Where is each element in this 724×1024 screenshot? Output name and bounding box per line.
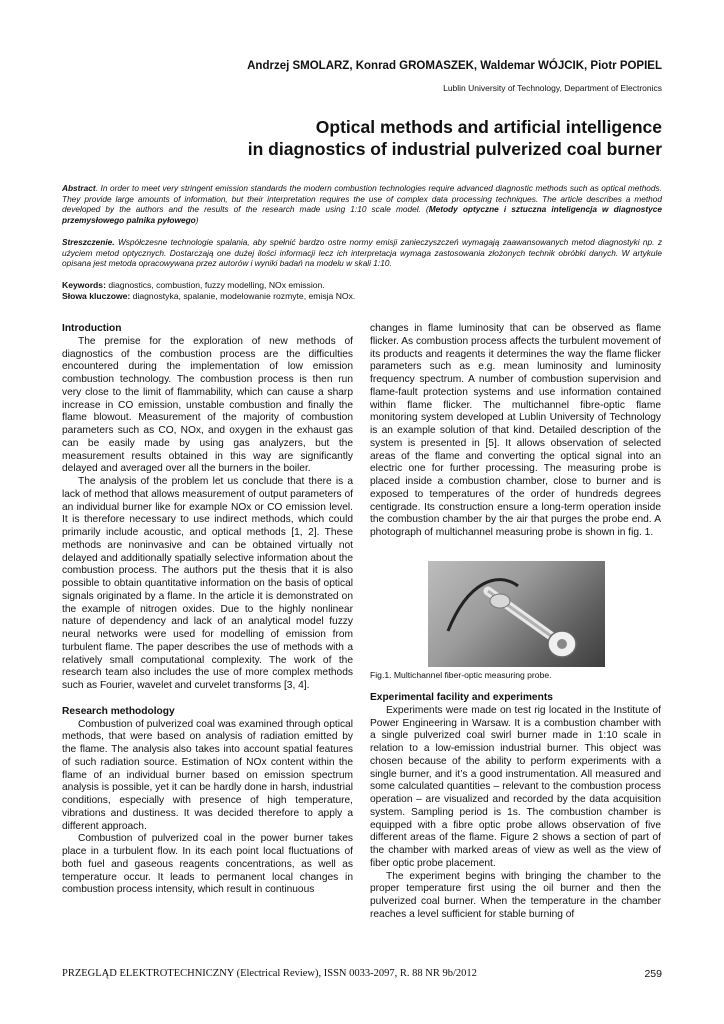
journal-info: PRZEGLĄD ELEKTROTECHNICZNY (Electrical Review), ISSN 0033-2097, R. 88 NR 9b/2012 [62,968,477,979]
keywords-polish-text: diagnostyka, spalanie, modelowanie rozmyte, emisja NOx. [130,291,356,301]
intro-paragraph-2: The analysis of the problem let us conclude that there is a lack of method that allows measurement of output parameters of an individual burner like for example NOx or CO emission level. It is therefore necessary to use indirect methods, which could primarily include acoustic, and optical methods [1, 2]. These methods are noninvasive and can be obtained virtually not delayed and additionally spatially selective information about the combustion process. The authors put the thesis that it is also possible to obtain quantitative information on the basis of optical signals originated by a flame. In the article it is demonstrated on the example of nitrogen oxides. Due to the highly nonlinear nature of dependency and lack of an analytical model fuzzy neural networks were used for modelling of emission from turbulent flame. The paper describes the use of methods with a relatively small computational complexity. The work of the research team also includes the use of more complex methods such as Fourier, wavelet and curvelet transforms [3, 4]. [62,476,353,691]
probe-illustration [428,561,605,667]
research-paragraph-2: Combustion of pulverized coal in the power burner takes place in a turbulent flow. In its each point local fluctuations of both fuel and gaseous reagents concentrations, as well as temperature occur. It leads to permanent local changes in combustion process intensity, which result in continuous [62,833,353,896]
right-paragraph-1: changes in flame luminosity that can be observed as flame flicker. As combustion process affects the turbulent movement of its products and reagents it determines the way the flame flicker parameters such as e.g. mean luminosity and luminosity frequency spectrum. A number of combustion supervision and flame-fault protection systems and use information contained within flame flicker. The multichannel fibre-optic flame monitoring system developed at Lublin University of Technology is an example solution of that kind. Detailed description of the system is presented in [5]. It allows observation of selected areas of the flame and converting the optical signal into an electric one for further processing. The measuring probe is placed inside a combustion chamber, close to burner and is exposed to temperatures of the order of hundreds degrees centigrade. Its construction ensure a long-term operation inside the combustion chamber by the air that purges the probe end. A photograph of multichannel measuring probe is shown in fig. 1. [370,323,661,538]
footer [62,968,662,979]
streszczenie-text: Współczesne technologie spalania, aby spełnić bardzo ostre normy emisji zanieczyszczeń wymagają zaawansowanych metod diagnostyki np. z użyciem metod optycznych. Dostarczają one dużej ilości informacji lecz ich interpretacja wymaga zastosowania złożonych technik obróbki danych. W artykule opisana jest metoda opracowywana przez autorów i wyniki badań na modelu w skali 1:10. [62,237,662,269]
affiliation: Lublin University of Technology, Department of Electronics [443,83,662,93]
abstract [62,183,662,225]
intro-paragraph-1: The premise for the exploration of new methods of diagnostics of the combustion process are the difficulties encountered during the implementation of low emission combustion technology. The combustion process is then run very close to the limit of flammability, which can cause a sharp increase in CO emission, unstable combustion and finally the flame blowout. Measurement of the majority of combustion parameters such as CO, NOx, and oxygen in the exhaust gas can be easily made by using gas analyzers, but the measurement results obtained in this way are significantly delayed and averaged over all the burners in the boiler. [62,335,353,475]
abstract-polish-title: Metody optyczne i sztuczna inteligencja w diagnostyce przemysłowego palnika pyłowego [62,204,662,225]
keywords [62,280,662,291]
research-methodology-heading: Research methodology [62,705,175,717]
paper-title [102,116,662,160]
right-column [370,323,661,540]
right-column-lower [370,692,661,922]
abstract-label: Abstract [62,183,96,193]
experimental-paragraph-1: Experiments were made on test rig located in the Institute of Power Engineering in Warsaw. It is a combustion chamber with a single pulverized coal swirl burner made in 1:10 scale in relation to a low-emission industrial burner. This object was chosen because of the ability to perform experiments with a single burner, and it’s a good instrumentation. All measured and some calculated quantities – relevant to the combustion process operation – are visualized and recorded by the data acquisition system. Sampling period is 1s. The combustion chamber is equipped with a fibre optic probe allows observation of five different areas of the flame. Figure 2 shows a section of part of the chamber with marked areas of view as well as the view of fiber optic probe placement. [370,704,661,869]
left-column [62,323,353,897]
keywords-polish [62,291,662,302]
abstract-close: ) [195,214,199,225]
keywords-polish-label: Słowa kluczowe: [62,291,131,301]
introduction-heading: Introduction [62,323,122,334]
authors: Andrzej SMOLARZ, Konrad GROMASZEK, Waldemar WÓJCIK, Piotr POPIEL [247,60,662,72]
figure-caption: Fig.1. Multichannel fiber-optic measuring probe. [370,670,552,680]
abstract-text: . In order to meet very stringent emission standards the modern combustion technologies require advanced diagnostic methods such as optical methods. They provide large amounts of information, but their interpretation requires the use of complex data processing techniques. The article describes a method developed by the authors and the results of the research made using 1:10 scale model. ( [62,183,662,215]
title-line-2: in diagnostics of industrial pulverized coal burner [247,139,662,159]
probe-photo [428,561,605,667]
keywords-label: Keywords: [62,280,106,290]
title-line-1: Optical methods and artificial intelligence [315,117,662,137]
streszczenie-label: Streszczenie. [62,237,115,247]
streszczenie [62,237,662,269]
page-number: 259 [644,968,662,980]
experimental-paragraph-2: The experiment begins with bringing the chamber to the proper temperature first using the oil burner and then the pulverized coal burner. When the temperature in the chamber reaches a level sufficient for stable burning of [370,870,661,920]
keywords-text: diagnostics, combustion, fuzzy modelling, NOx emission. [105,280,325,290]
research-paragraph-1: Combustion of pulverized coal was examined through optical methods, that were based on analysis of radiation emitted by the flame. The analysis also takes into account spatial features of such radiation source. Estimation of NOx content within the flame of an individual burner based on emission spectrum analysis is possible, yet it can be hardly done in harsh, industrial conditions, especially with presence of high temperature, vibrations and dustiness. It was decided therefore to apply a different approach. [62,718,353,832]
experimental-heading: Experimental facility and experiments [370,692,553,703]
